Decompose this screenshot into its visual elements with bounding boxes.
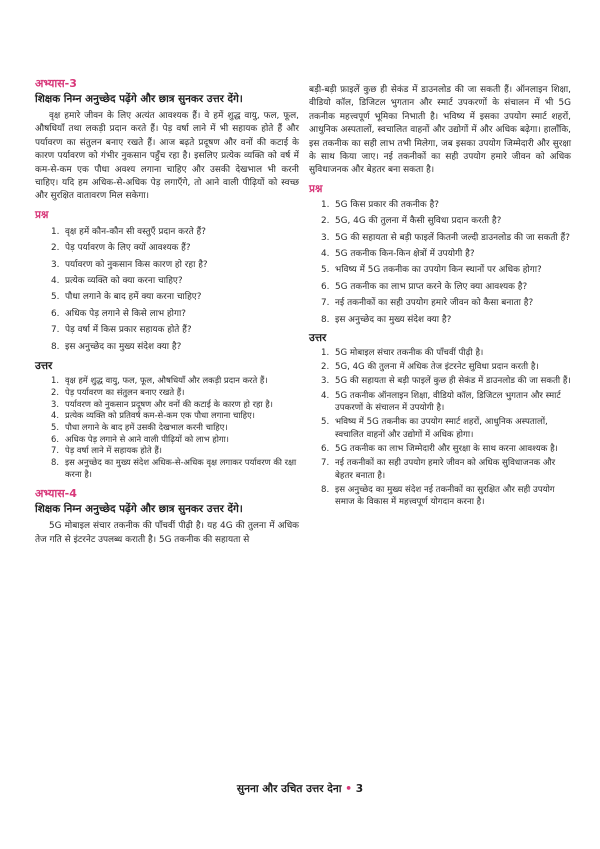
questions-label: प्रश्न (309, 182, 323, 195)
question-item: 2. पेड़ पर्यावरण के लिए क्यों आवश्यक हैं? (51, 243, 191, 254)
question-item: 8. इस अनुच्छेद का मुख्य संदेश क्या है? (51, 341, 182, 352)
footer-bullet: • (345, 783, 352, 795)
questions-list (309, 198, 571, 327)
answer-item: 4. प्रत्येक व्यक्ति को प्रतिवर्ष कम-से-कम एक पौधा लगाना चाहिए। (51, 410, 255, 421)
passage-paragraph-continued: बड़ी-बड़ी फ़ाइलें कुछ ही सेकंड में डाउनलोड की जा सकती हैं। ऑनलाइन शिक्षा, वीडियो कॉल, डिजिटल भुगतान और स्मार्ट उपकरणों के संचालन में भी 5G तकनीक महत्त्वपूर्ण भूमिका निभाती है। भविष्य में इसका उपयोग स्मार्ट शहरों, आधुनिक अस्पतालों, स्वचालित वाहनों और उद्योगों में और अधिक बढ़ेगा। हालाँकि, इस तकनीक का सही लाभ तभी मिलेगा, जब इसका उपयोग जिम्मेदारी और सुरक्षा के साथ किया जाए। नई तकनीकों का सही उपयोग हमारे जीवन को अधिक सुविधाजनक और बेहतर बना सकता है। (309, 85, 571, 176)
passage-paragraph: 5G मोबाइल संचार तकनीक की पाँचवीं पीढ़ी है। यह 4G की तुलना में अधिक तेज गति से इंटरनेट उपलब्ध कराती है। 5G तकनीक की सहायता से (35, 521, 299, 545)
answer-item: 1. 5G मोबाइल संचार तकनीक की पाँचवीं पीढ़ी है। (321, 347, 484, 358)
page-footer (0, 782, 600, 796)
answer-item: 6. 5G तकनीक का लाभ जिम्मेदारी और सुरक्षा के साथ करना आवश्यक है। (321, 443, 558, 454)
questions-label: प्रश्न (35, 208, 49, 221)
answer-item: 5. पौधा लगाने के बाद हमें उसकी देखभाल करनी चाहिए। (51, 421, 228, 432)
section-heading-abhyas-3: अभ्यास-3 (35, 77, 77, 90)
answer-item: 3. पर्यावरण को नुकसान प्रदूषण और वनों की कटाई के कारण हो रहा है। (51, 398, 273, 409)
answer-item: 7. पेड़ वर्षा लाने में सहायक होते हैं। (51, 445, 162, 456)
right-column (309, 84, 571, 511)
answers-list (309, 347, 571, 509)
question-item: 1. 5G किस प्रकार की तकनीक है? (321, 199, 439, 210)
question-item: 3. पर्यावरण को नुकसान किस कारण हो रहा है? (51, 259, 208, 270)
question-item: 3. 5G की सहायता से बड़ी फाइलें कितनी जल्दी डाउनलोड की जा सकती हैं? (321, 232, 570, 243)
question-item: 5. पौधा लगाने के बाद हमें क्या करना चाहिए? (51, 292, 202, 303)
answer-item: 5. भविष्य में 5G तकनीक का उपयोग स्मार्ट शहरों, आधुनिक अस्पतालों, स्वचालित वाहनों और उद्योगों में अधिक होगा। (321, 417, 548, 440)
passage-paragraph: वृक्ष हमारे जीवन के लिए अत्यंत आवश्यक हैं। वे हमें शुद्ध वायु, फल, फूल, औषधियाँ तथा लकड़ी प्रदान करते हैं। पेड़ वर्षा लाने में भी सहायक होते हैं और पर्यावरण का संतुलन बनाए रखते हैं। आज बढ़ते प्रदूषण और वनों की कटाई के कारण पर्यावरण को गंभीर नुकसान पहुँच रहा है। इसलिए प्रत्येक व्यक्ति को वर्ष में कम-से-कम एक पौधा अवश्य लगाना चाहिए और उसकी देखभाल भी करनी चाहिए। यदि हम अधिक-से-अधिक पेड़ लगाएँगे, तो आने वाली पीढ़ियों को स्वच्छ और सुरक्षित वातावरण मिल सकेगा। (35, 111, 299, 202)
answer-item: 7. नई तकनीकों का सही उपयोग हमारे जीवन को अधिक सुविधाजनक और बेहतर बनाता है। (321, 458, 556, 481)
answer-item: 4. 5G तकनीक ऑनलाइन शिक्षा, वीडियो कॉल, डिजिटल भुगतान और स्मार्ट उपकरणों के संचालन में उपयोगी है। (321, 390, 561, 413)
left-column (35, 76, 299, 547)
question-item: 4. प्रत्येक व्यक्ति को क्या करना चाहिए? (51, 276, 183, 287)
answers-label: उत्तर (309, 331, 327, 344)
section-heading-abhyas-4: अभ्यास-4 (35, 487, 77, 501)
answer-item: 2. पेड़ पर्यावरण का संतुलन बनाए रखते हैं। (51, 386, 185, 397)
question-item: 5. भविष्य में 5G तकनीक का उपयोग किन स्थानों पर अधिक होगा? (321, 265, 542, 276)
footer-title: सुनना और उचित उत्तर देना (236, 783, 342, 795)
answers-list (35, 375, 299, 480)
answer-item: 8. इस अनुच्छेद का मुख्य संदेश अधिक-से-अधिक वृक्ष लगाकर पर्यावरण की रक्षा करना है। (51, 457, 297, 479)
question-item: 6. अधिक पेड़ लगाने से किसे लाभ होगा? (51, 308, 186, 319)
question-item: 6. 5G तकनीक का लाभ प्राप्त करने के लिए क्या आवश्यक है? (321, 281, 528, 292)
answer-item: 8. इस अनुच्छेद का मुख्य संदेश नई तकनीकों का सुरक्षित और सही उपयोग समाज के विकास में महत्त्वपूर्ण योगदान करना है। (321, 484, 555, 508)
question-item: 1. वृक्ष हमें कौन-कौन सी वस्तुएँ प्रदान करते हैं? (51, 226, 206, 237)
questions-list (35, 224, 299, 355)
question-item: 4. 5G तकनीक किन-किन क्षेत्रों में उपयोगी है? (321, 249, 475, 260)
section-instruction: शिक्षक निम्न अनुच्छेद पढ़ेंगे और छात्र सुनकर उत्तर देंगे। (35, 93, 243, 105)
question-item: 7. पेड़ वर्षा में किस प्रकार सहायक होते हैं? (51, 325, 192, 336)
answer-item: 2. 5G, 4G की तुलना में अधिक तेज इंटरनेट सुविधा प्रदान करती है। (321, 361, 539, 372)
question-item: 2. 5G, 4G की तुलना में कैसी सुविधा प्रदान करती है? (321, 216, 502, 227)
page-number: 3 (355, 783, 364, 795)
question-item: 7. नई तकनीकों का सही उपयोग हमारे जीवन को कैसा बनाता है? (321, 298, 534, 309)
answer-item: 1. वृक्ष हमें शुद्ध वायु, फल, फूल, औषधियाँ और लकड़ी प्रदान करते हैं। (51, 375, 268, 386)
answer-item: 3. 5G की सहायता से बड़ी फाइलें कुछ ही सेकंड में डाउनलोड की जा सकती हैं। (321, 376, 571, 387)
answers-label: उत्तर (35, 360, 53, 373)
section-instruction: शिक्षक निम्न अनुच्छेद पढ़ेंगे और छात्र सुनकर उत्तर देंगे। (35, 503, 243, 516)
question-item: 8. इस अनुच्छेद का मुख्य संदेश क्या है? (321, 314, 452, 325)
answer-item: 6. अधिक पेड़ लगाने से आने वाली पीढ़ियों को लाभ होगा। (51, 433, 229, 444)
